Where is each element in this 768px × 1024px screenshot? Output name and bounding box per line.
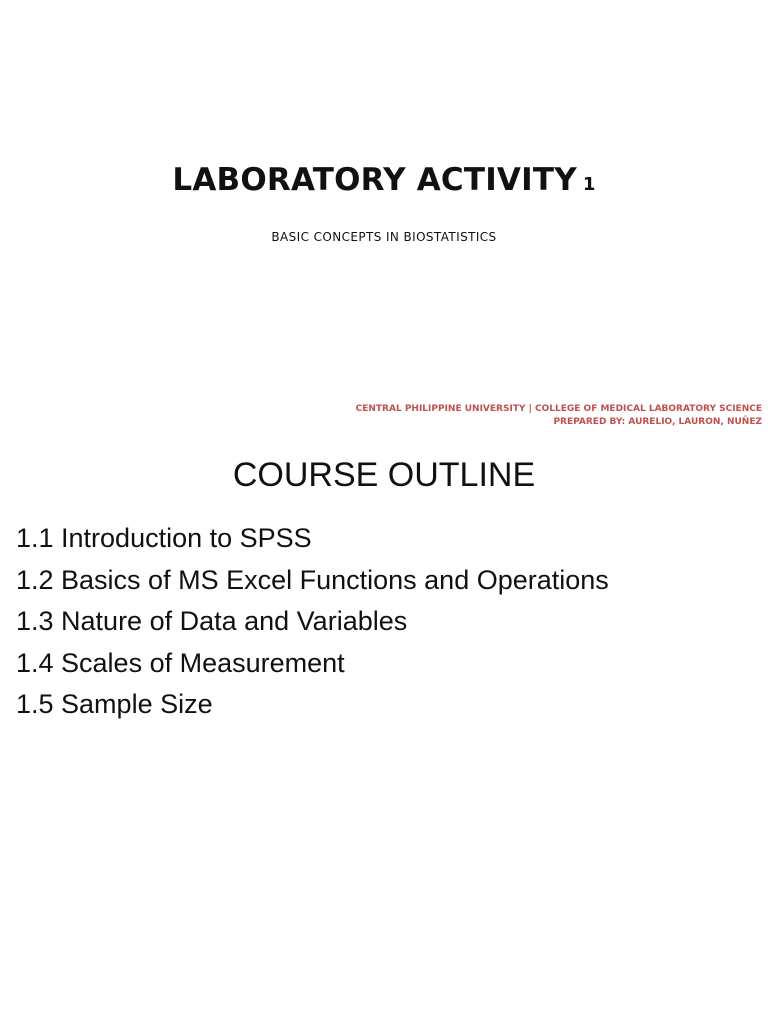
outline-item: 1.4 Scales of Measurement — [16, 647, 345, 678]
outline-item: 1.3 Nature of Data and Variables — [16, 606, 408, 636]
outline-list — [16, 518, 609, 726]
credits-block — [356, 403, 762, 429]
page-title-number: 1 — [582, 174, 596, 195]
credits-institution: CENTRAL PHILIPPINE UNIVERSITY | COLLEGE OF MEDICAL LABORATORY SCIENCE — [355, 404, 762, 414]
credits-authors: PREPARED BY: AURELIO, LAURON, NUÑEZ — [553, 417, 762, 427]
outline-item: 1.2 Basics of MS Excel Functions and Operations — [16, 564, 609, 595]
page-title-text: LABORATORY ACTIVITY — [172, 162, 577, 198]
page-subtitle: BASIC CONCEPTS IN BIOSTATISTICS — [271, 230, 497, 244]
outline-item: 1.5 Sample Size — [16, 689, 213, 719]
page-title — [0, 162, 768, 198]
outline-heading: COURSE OUTLINE — [232, 456, 536, 494]
outline-item: 1.1 Introduction to SPSS — [16, 523, 312, 553]
